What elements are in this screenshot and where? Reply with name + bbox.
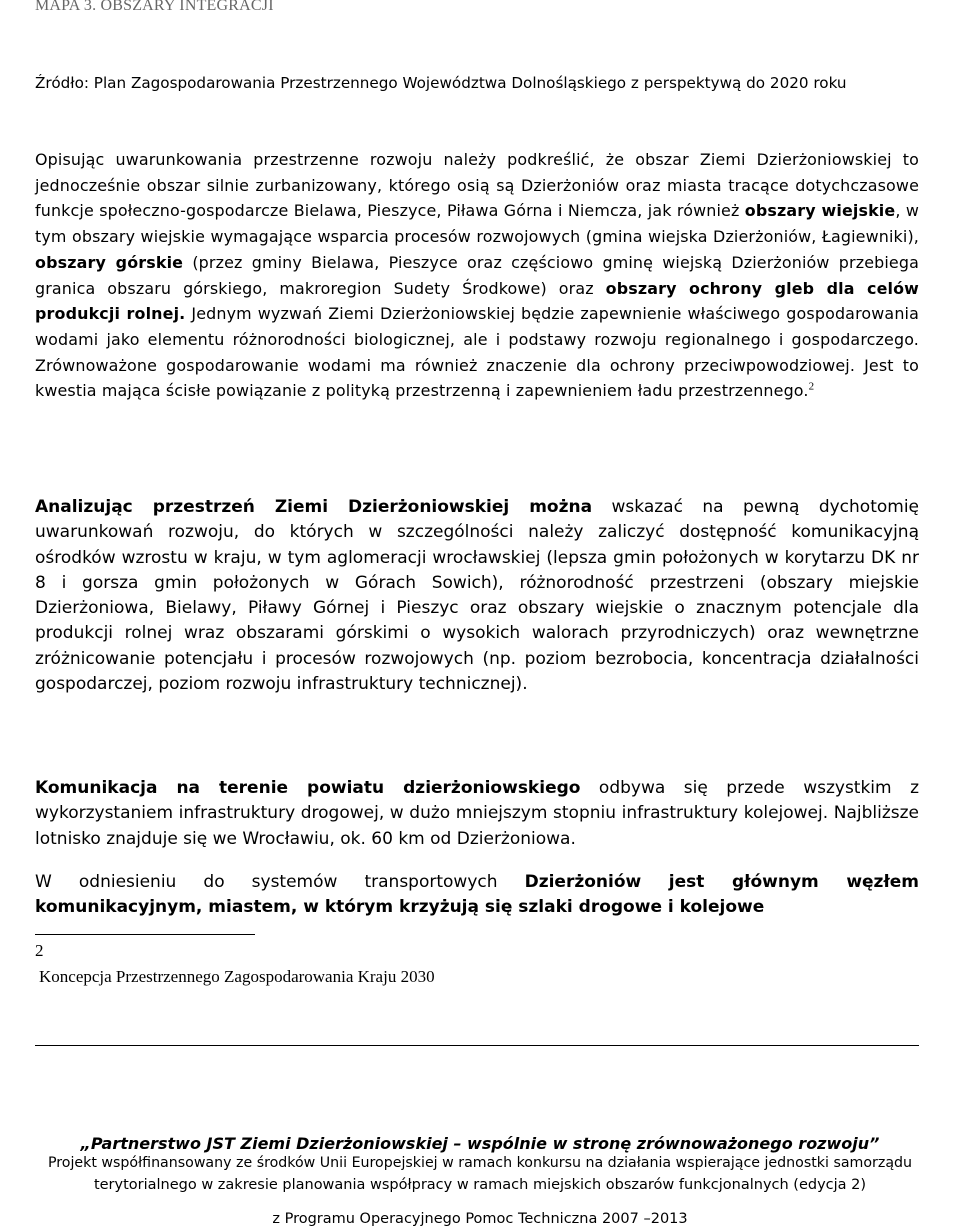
paragraph-dichotomy [35,495,919,697]
footnote-reference[interactable]: 2 [808,381,815,394]
paragraph-text: (przez gminy Bielawa, Pieszyce oraz częściowo gminę wiejską Dzierżoniów przebiega granica obszaru górskiego, makroregion Sudety Środkowe) oraz [35,252,919,298]
footer-program-line: z Programu Operacyjnego Pomoc Techniczna 2007 –2013 [272,1211,688,1227]
paragraph-text: Jednym wyzwań Ziemi Dzierżoniowskiej będzie zapewnienie właściwego gospodarowania wodami jako elementu różnorodności biologicznej, ale i podstawy rozwoju regionalnego i gospodarczego. Zrównoważone gospodarowanie wodami ma również znaczenie dla ochrony przeciwpowodziowej. Jest to kwestia mająca ścisłe powiązanie z polityką przestrzenną i zapewnieniem ładu przestrzennego. [35,304,919,401]
footer-separator [35,1045,919,1046]
footnote-number: 2 [35,941,44,960]
emphasis-lead-in: Analizując przestrzeń Ziemi Dzierżoniowskiej można [35,497,593,517]
paragraph-text: Opisując uwarunkowania przestrzenne rozwoju należy podkreślić, że obszar Ziemi Dzierżoniowskiej to jednocześnie obszar silnie zurbanizowany, którego osią są Dzierżoniów oraz miasta tracące dotychczasowe funkcje społeczno-gospodarcze Bielawa, Pieszyce, Piława Górna i Niemcza, jak również [35,150,919,221]
emphasis-soil-protection: obszary ochrony gleb dla celów produkcji rolnej. [35,278,920,324]
emphasis-transport-hub: Dzierżoniów jest głównym węzłem komunikacyjnym, miastem, w którym krzyżują się szlaki drogowe i kolejowe [35,872,920,918]
footer-project-title: „Partnerstwo JST Ziemi Dzierżoniowskiej – wspólnie w stronę zrównoważonego rozwoju” [80,1134,880,1153]
paragraph-text: , w tym obszary wiejskie wymagające wsparcia procesów rozwojowych (gmina wiejska Dzierżoniów, Łagiewniki), [35,201,919,247]
footnote-separator [35,934,255,935]
paragraph-text: wskazać na pewną dychotomię uwarunkowań rozwoju, do których w szczególności należy zaliczyć dostępność komunikacyjną ośrodków wzrostu w kraju, w tym aglomeracji wrocławskiej (lepsza gmin położonych w korytarzu DK nr 8 i gorsza gmin położonych w Górach Sowich), różnorodność przestrzeni (obszary miejskie Dzierżoniowa, Bielawy, Piławy Górnej i Pieszyc oraz obszary wiejskie o znacznym potencjale dla produkcji rolnej wraz obszarami górskimi o wysokich walorach przyrodniczych) oraz wewnętrzne zróżnicowanie potencjału i procesów rozwojowych (np. poziom bezrobocia, koncentracja działalności gospodarczej, poziom rozwoju infrastruktury technicznej). [35,497,919,695]
emphasis-rural-areas: obszary wiejskie [744,201,896,221]
source-note: Źródło: Plan Zagospodarowania Przestrzennego Województwa Dolnośląskiego z perspektywą do 2020 roku [35,74,847,92]
emphasis-communication: Komunikacja na terenie powiatu dzierżoniowskiego [35,778,581,798]
paragraph-text: odbywa się przede wszystkim z wykorzystaniem infrastruktury drogowej, w dużo mniejszym stopniu infrastruktury kolejowej. Najbliższe lotnisko znajduje się we Wrocławiu, ok. 60 km od Dzierżoniowa. [35,778,919,849]
footer-funding-line-2: terytorialnego w zakresie planowania współpracy w ramach miejskich obszarów funkcjonalnych (edycja 2) [93,1177,867,1193]
map-caption-header: MAPA 3. OBSZARY INTEGRACJI [35,0,274,14]
paragraph-text: W odniesieniu do systemów transportowych [35,872,525,892]
footer-funding-line-1: Projekt współfinansowany ze środków Unii Europejskiej w ramach konkursu na działania wspierające jednostki samorządu [47,1155,913,1171]
emphasis-mountain-areas: obszary górskie [35,252,184,272]
paragraph-transport [35,870,919,921]
footnote-text: Koncepcja Przestrzennego Zagospodarowania Kraju 2030 [39,967,435,986]
paragraph-communication [35,776,919,852]
paragraph-spatial-conditions [35,147,919,404]
